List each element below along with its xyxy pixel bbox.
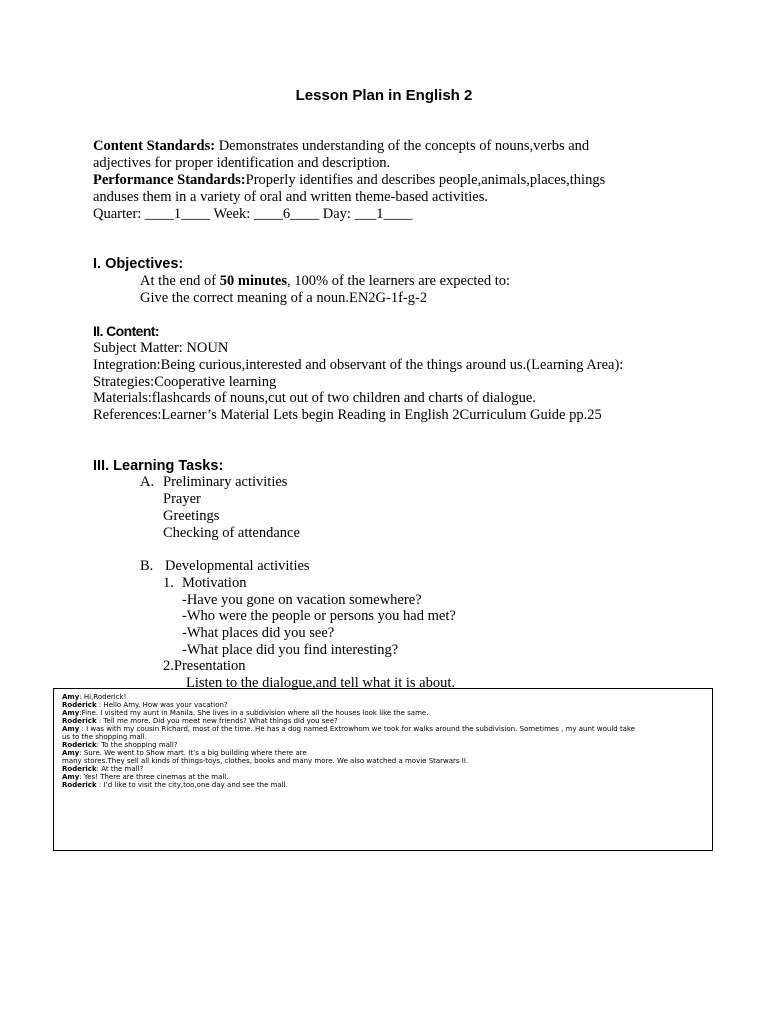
dialogue-line: Roderick: To the shopping mall? <box>62 741 178 749</box>
dialogue-line: Roderick : I’d like to visit the city,too,one day and see the mall. <box>62 781 288 789</box>
objectives-heading: I. Objectives: <box>93 256 184 272</box>
task-a-label: A. <box>140 474 155 490</box>
task-a-item: Prayer <box>163 491 201 507</box>
task-b-title: Developmental activities <box>165 558 310 574</box>
motivation-label: 1. <box>163 575 174 591</box>
performance-standards-line-1 <box>93 172 605 189</box>
schedule-line: Quarter: ____1____ Week: ____6____ Day: ___1____ <box>93 206 413 222</box>
motivation-question: -Who were the people or persons you had met? <box>182 608 456 624</box>
content-standards-line-1 <box>93 138 589 155</box>
dialogue-line: us to the shopping mall. <box>62 733 147 741</box>
presentation-text: Listen to the dialogue,and tell what it is about. <box>186 675 456 691</box>
motivation-question: -What places did you see? <box>182 625 335 641</box>
materials: Materials:flashcards of nouns,cut out of two children and charts of dialogue. <box>93 390 536 406</box>
objectives-line-2: Give the correct meaning of a noun.EN2G-1f-g-2 <box>140 290 428 306</box>
task-a-item: Checking of attendance <box>163 525 300 541</box>
motivation-title: Motivation <box>182 575 247 591</box>
dialogue-line: Roderick: At the mall? <box>62 765 144 773</box>
dialogue-line: Amy: Hi,Roderick! <box>62 693 127 701</box>
performance-standards-text: Properly identifies and describes people,animals,places,things <box>245 172 606 188</box>
dialogue-line: Amy:Fine. I visited my aunt in Manila. She lives in a subdivision where all the houses look like the same. <box>62 709 429 717</box>
document-title: Lesson Plan in English 2 <box>295 87 473 104</box>
dialogue-line: many stores.They sell all kinds of things-toys, clothes, books and many more. We also watched a movie Starwars II. <box>62 757 469 765</box>
content-heading: II. Content: <box>93 323 159 339</box>
learning-tasks-heading: III. Learning Tasks: <box>93 458 224 474</box>
dialogue-line: Amy : I was with my cousin Richard, most of the time. He has a dog named Extrowhom we took for walks around the subdivision. Sometimes , my aunt would take <box>62 725 636 733</box>
objectives-line-1-post: , 100% of the learners are expected to: <box>287 273 511 289</box>
objectives-duration: 50 minutes <box>219 273 288 289</box>
dialogue-line: Amy: Sure. We went to Show mart. It’s a big building where there are <box>62 749 307 757</box>
content-standards-line-2: adjectives for proper identification and description. <box>93 155 391 171</box>
task-a-title: Preliminary activities <box>163 474 288 490</box>
content-standards-text: Demonstrates understanding of the concepts of nouns,verbs and <box>215 138 590 154</box>
objectives-line-1 <box>140 273 510 290</box>
strategies: Strategies:Cooperative learning <box>93 374 277 390</box>
performance-standards-line-2: anduses them in a variety of oral and written theme-based activities. <box>93 189 488 205</box>
motivation-question: -Have you gone on vacation somewhere? <box>182 592 422 608</box>
performance-standards-label: Performance Standards: <box>93 172 246 188</box>
motivation-question: -What place did you find interesting? <box>182 642 399 658</box>
integration: Integration:Being curious,interested and observant of the things around us.(Learning Area): <box>93 357 624 373</box>
subject-matter: Subject Matter: NOUN <box>93 340 229 356</box>
content-standards-label: Content Standards: <box>93 138 216 154</box>
dialogue-line: Roderick : Tell me more. Did you meet new friends? What things did you see? <box>62 717 338 725</box>
dialogue-line: Roderick : Hello Amy. How was your vacation? <box>62 701 228 709</box>
references: References:Learner’s Material Lets begin Reading in English 2Curriculum Guide pp.25 <box>93 407 602 423</box>
presentation-title: 2.Presentation <box>163 658 246 674</box>
task-b-label: B. <box>140 558 154 574</box>
objectives-line-1-pre: At the end of <box>140 273 220 289</box>
dialogue-line: Amy: Yes! There are three cinemas at the mall. <box>62 773 229 781</box>
task-a-item: Greetings <box>163 508 220 524</box>
dialogue-box <box>53 688 713 851</box>
